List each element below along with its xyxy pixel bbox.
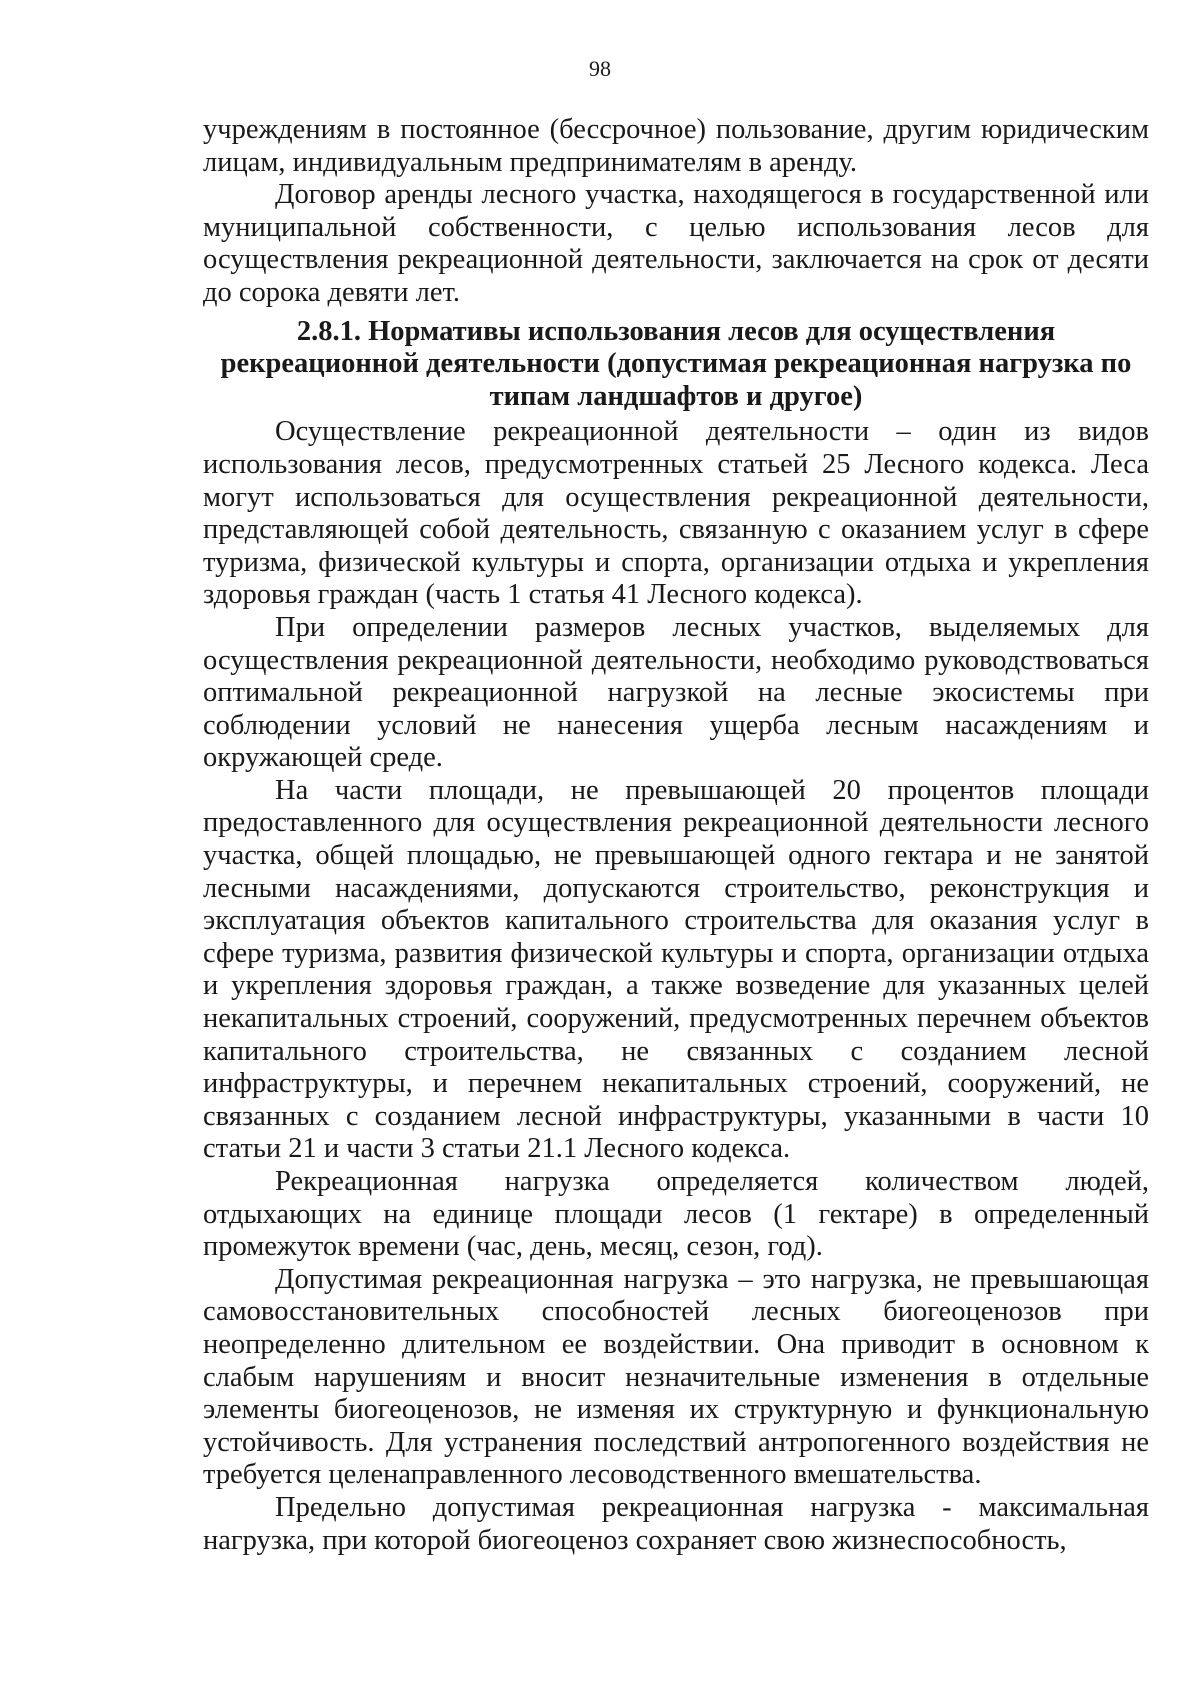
section-heading-line-2: рекреационной деятельности (допустимая рекреационная нагрузка по	[220, 348, 1132, 380]
page-number: 98	[589, 56, 611, 81]
paragraph-permissible-load: Допустимая рекреационная нагрузка – это нагрузка, не превышающая самовосстановительных способностей лесных биогеоценозов при неопределенно длительном ее воздействии. Она приводит в основном к слабым нарушениям и вносит незначительные изменения в отдельные элементы биогеоценозов, не изменяя их структурную и функциональную устойчивость. Для устранения последствий антропогенного воздействия не требуется целенаправленного лесоводственного вмешательства.	[203, 1263, 1149, 1491]
paragraph-max-permissible-load: Предельно допустимая рекреационная нагрузка - максимальная нагрузка, при которой биогеоценоз сохраняет свою жизнеспособность,	[203, 1491, 1149, 1556]
section-heading-line-1: 2.8.1. Нормативы использования лесов для осуществления	[296, 315, 1056, 347]
paragraph-plot-sizes: При определении размеров лесных участков, выделяемых для осуществления рекреационной деятельности, необходимо руководствоваться оптимальной рекреационной нагрузкой на лесные экосистемы при соблюдении условий не нанесения ущерба лесным насаждениям и окружающей среде.	[203, 611, 1149, 774]
paragraph-recreational-activity: Осуществление рекреационной деятельности – один из видов использования лесов, предусмотренных статьей 25 Лесного кодекса. Леса могут использоваться для осуществления рекреационной деятельности, представляющей собой деятельность, связанную с оказанием услуг в сфере туризма, физической культуры и спорта, организации отдыха и укрепления здоровья граждан (часть 1 статья 41 Лесного кодекса).	[203, 416, 1149, 611]
section-heading	[203, 316, 1149, 414]
paragraph-lease-agreement: Договор аренды лесного участка, находящегося в государственной или муниципальной собственности, с целью использования лесов для осуществления рекреационной деятельности, заключается на срок от десяти до сорока девяти лет.	[203, 179, 1149, 308]
paragraph-continuation: учреждениям в постоянное (бессрочное) пользование, другим юридическим лицам, индивидуальным предпринимателям в аренду.	[203, 114, 1149, 178]
paragraph-recreational-load: Рекреационная нагрузка определяется количеством людей, отдыхающих на единице площади лесов (1 гектаре) в определенный промежуток времени (час, день, месяц, сезон, год).	[203, 1166, 1149, 1263]
section-heading-line-3: типам ландшафтов и другое)	[489, 380, 863, 412]
document-body	[203, 114, 1149, 1557]
paragraph-construction: На части площади, не превышающей 20 процентов площади предоставленного для осуществления рекреационной деятельности лесного участка, общей площадью, не превышающей одного гектара и не занятой лесными насаждениями, допускаются строительство, реконструкция и эксплуатация объектов капитального строительства для оказания услуг в сфере туризма, развития физической культуры и спорта, организации отдыха и укрепления здоровья граждан, а также возведение для указанных целей некапитальных строений, сооружений, предусмотренных перечнем объектов капитального строительства, не связанных с созданием лесной инфраструктуры, и перечнем некапитальных строений, сооружений, не связанных с созданием лесной инфраструктуры, указанными в части 10 статьи 21 и части 3 статьи 21.1 Лесного кодекса.	[203, 774, 1149, 1165]
